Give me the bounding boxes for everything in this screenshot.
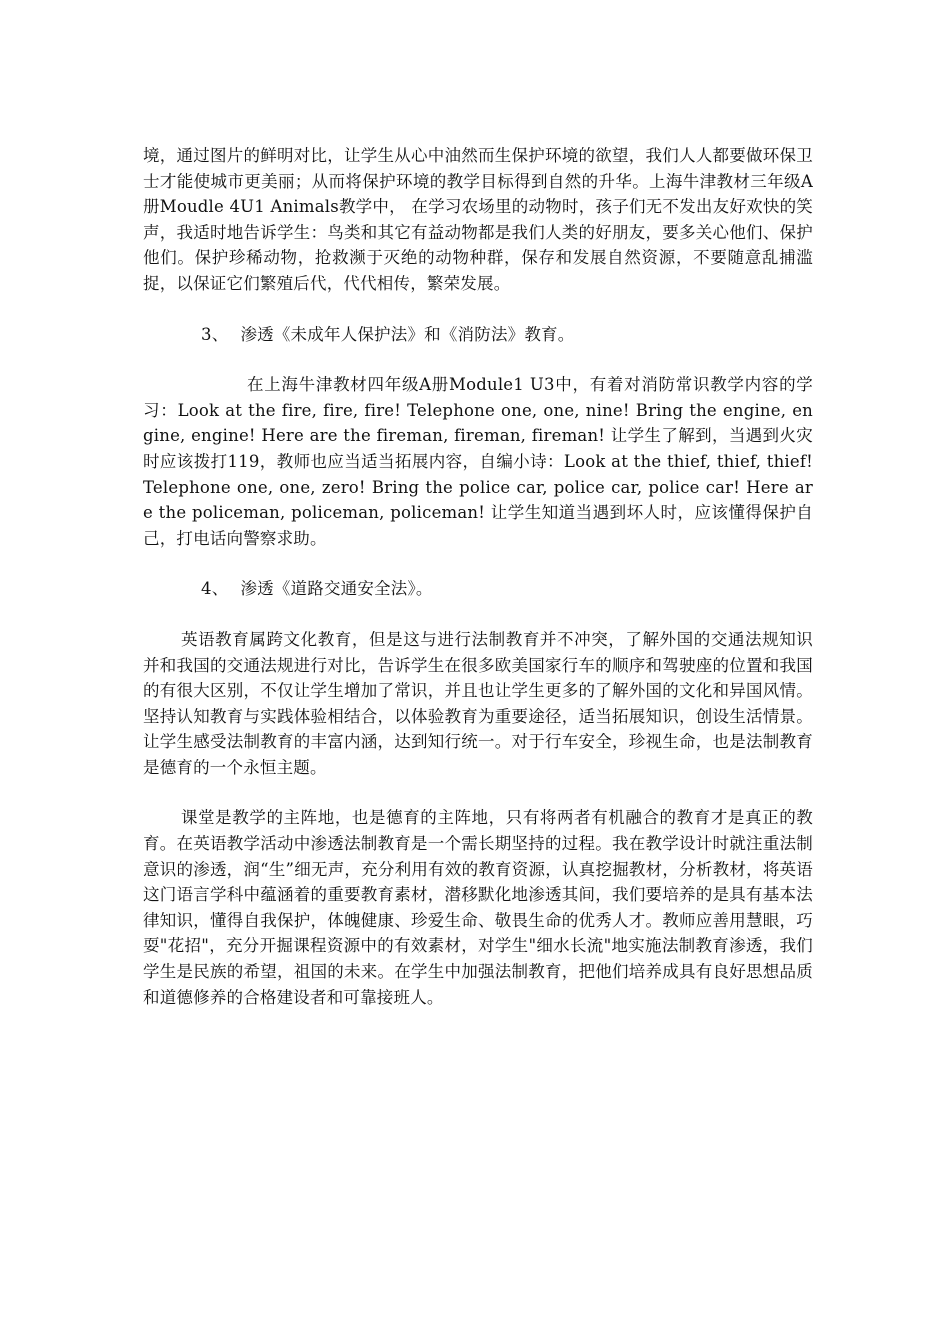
heading-section-3 — [143, 322, 813, 348]
paragraph-classroom: 课堂是教学的主阵地，也是德育的主阵地，只有将两者有机融合的教育才是真正的教育。在英语教学活动中渗透法制教育是一个需长期坚持的过程。我在教学设计时就注重法制意识的渗透，润“生”细无声，充分利用有效的教育资源，认真挖掘教材，分析教材，将英语这门语言学科中蕴涵着的重要教育素材，潜移默化地渗透其间，我们要培养的是具有基本法律知识，懂得自我保护，体魄健康、珍爱生命、敬畏生命的优秀人才。教师应善用慧眼，巧耍"花招"，充分开掘课程资源中的有效素材，对学生"细水长流"地实施法制教育渗透，我们学生是民族的希望，祖国的未来。在学生中加强法制教育，把他们培养成具有良好思想品质和道德修养的合格建设者和可靠接班人。 — [143, 808, 813, 1007]
heading-4-number: 4、 — [201, 579, 229, 599]
heading-3-text: 渗透《未成年人保护法》和《消防法》教育。 — [240, 324, 575, 344]
heading-4-text: 渗透《道路交通安全法》。 — [240, 579, 433, 599]
paragraph-environment: 境，通过图片的鲜明对比，让学生从心中油然而生保护环境的欲望，我们人人都要做环保卫士才能使城市更美丽；从而将保护环境的教学目标得到自然的升华。上海牛津教材三年级A册Moudle 4U1 Animals教学中， 在学习农场里的动物时，孩子们无不发出友好欢快的笑声，我适时地告诉学生：鸟类和其它有益动物都是我们人类的好朋友，要多关心他们、保护他们。保护珍稀动物，抢救濒于灭绝的动物种群，保存和发展自然资源，不要随意乱捕滥捉，以保证它们繁殖后代，代代相传，繁荣发展。 — [143, 146, 813, 293]
heading-3-number: 3、 — [201, 324, 229, 344]
document-body — [143, 143, 813, 1010]
paragraph-traffic-law: 英语教育属跨文化教育，但是这与进行法制教育并不冲突，了解外国的交通法规知识并和我国的交通法规进行对比，告诉学生在很多欧美国家行车的顺序和驾驶座的位置和我国的有很大区别，不仅让学生增加了常识，并且也让学生更多的了解外国的文化和异国风情。坚持认知教育与实践体验相结合，以体验教育为重要途径，适当拓展知识，创设生活情景。让学生感受法制教育的丰富内涵，达到知行统一。对于行车安全，珍视生命，也是法制教育是德育的一个永恒主题。 — [143, 629, 813, 777]
heading-section-4 — [143, 576, 813, 602]
paragraph-fire-safety: 在上海牛津教材四年级A册Module1 U3中，有着对消防常识教学内容的学习：Look at the fire, fire, fire! Telephone one, one, nine! Bring the engine, engine, engine! Here are the fireman, fireman, fireman! 让学生了解到，当遇到火灾时应该拨打119，教师也应当适当拓展内容，自编小诗：Look at the thief, thief, thief! Telephone one, one, zero! Bring the police car, police car, police car! Here are the policeman, policeman, policeman! 让学生知道当遇到坏人时，应该懂得保护自己，打电话向警察求助。 — [143, 375, 813, 548]
